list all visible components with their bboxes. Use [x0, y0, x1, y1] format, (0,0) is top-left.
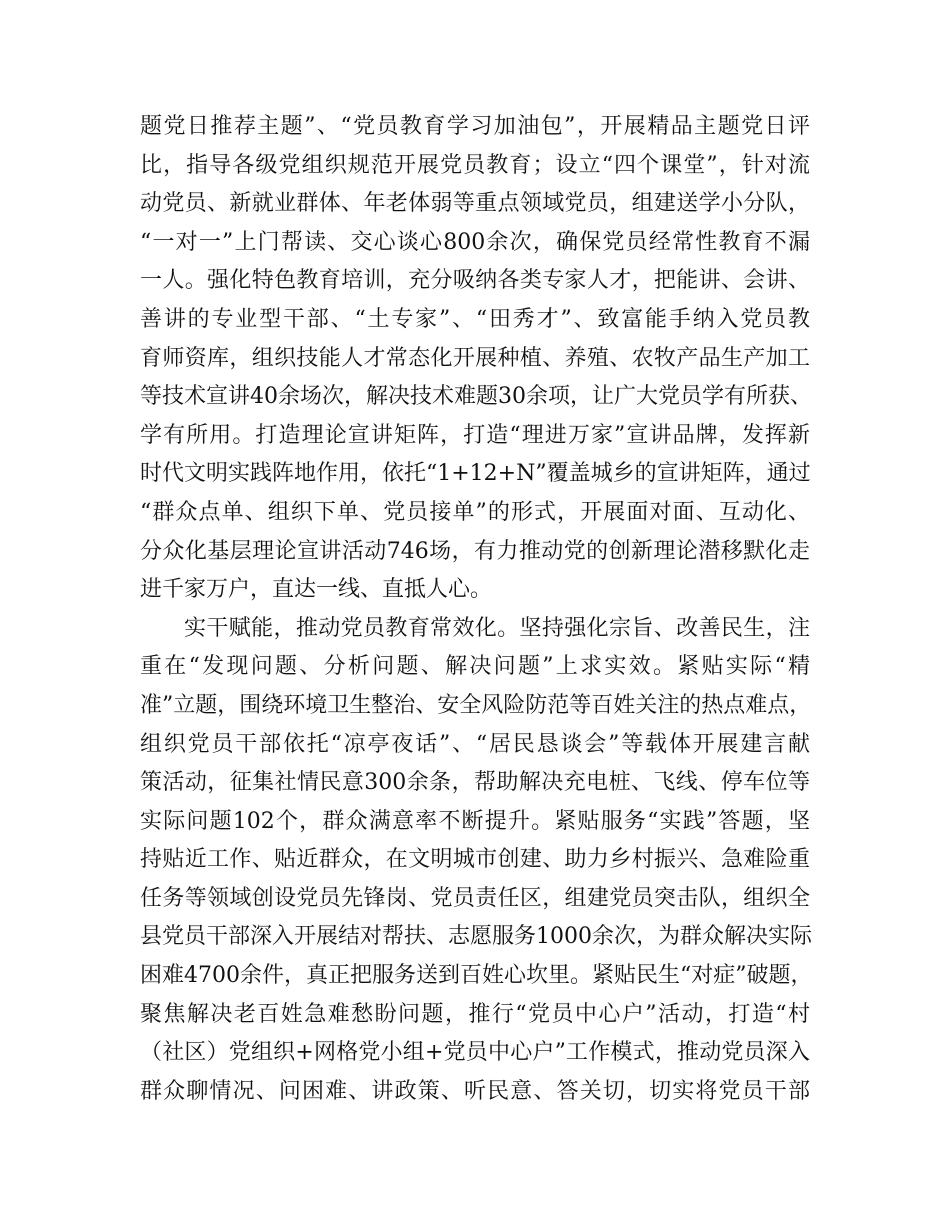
- text-line: 重在“发现问题、分析问题、解决问题”上求实效。紧贴实际“精: [140, 654, 810, 680]
- text-line: “群众点单、组织下单、党员接单”的形式，开展面对面、互动化、: [140, 499, 810, 525]
- text-line: 分众化基层理论宣讲活动746场，有力推动党的创新理论潜移默化走: [140, 538, 810, 564]
- text-line: 题党日推荐主题”、“党员教育学习加油包”，开展精品主题党日评: [140, 114, 810, 139]
- text-line: 善讲的专业型干部、“土专家”、“田秀才”、致富能手纳入党员教: [140, 306, 810, 332]
- text-line: 准”立题，围绕环境卫生整治、安全风险防范等百姓关注的热点难点，: [140, 692, 812, 718]
- text-line: 持贴近工作、贴近群众，在文明城市创建、助力乡村振兴、急难险重: [140, 847, 810, 873]
- text-line: “一对一”上门帮读、交心谈心800余次，确保党员经常性教育不漏: [140, 229, 810, 255]
- text-line: 策活动，征集社情民意300余条，帮助解决充电桩、飞线、停车位等: [140, 770, 810, 796]
- text-line: 进千家万户，直达一线、直抵人心。: [140, 577, 493, 603]
- document-page: [140, 108, 813, 1111]
- text-line: 等技术宣讲40余场次，解决技术难题30余项，让广大党员学有所获、: [140, 384, 812, 410]
- text-line: 实干赋能，推动党员教育常效化。坚持强化宗旨、改善民生，注: [184, 615, 810, 641]
- paragraph-1: [140, 108, 810, 610]
- text-line: 任务等领域创设党员先锋岗、党员责任区，组建党员突击队，组织全: [140, 885, 810, 911]
- text-line: 群众聊情况、问困难、讲政策、听民意、答关切，切实将党员干部: [140, 1078, 810, 1104]
- text-line: 动党员、新就业群体、年老体弱等重点领域党员，组建送学小分队，: [140, 191, 810, 217]
- text-line: 比，指导各级党组织规范开展党员教育；设立“四个课堂”，针对流: [140, 152, 810, 178]
- text-line: 困难4700余件，真正把服务送到百姓心坎里。紧贴民生“对症”破题，: [140, 963, 813, 989]
- paragraph-2: [140, 610, 813, 1112]
- text-line: 学有所用。打造理论宣讲矩阵，打造“理进万家”宣讲品牌，发挥新: [140, 422, 810, 448]
- text-line: 一人。强化特色教育培训，充分吸纳各类专家人才，把能讲、会讲、: [140, 268, 810, 294]
- text-line: 育师资库，组织技能人才常态化开展种植、养殖、农牧产品生产加工: [140, 345, 810, 371]
- text-line: 时代文明实践阵地作用，依托“1+12+N”覆盖城乡的宣讲矩阵，通过: [140, 461, 811, 487]
- text-line: 实际问题102个，群众满意率不断提升。紧贴服务“实践”答题，坚: [140, 808, 810, 834]
- text-line: （社区）党组织+网格党小组+党员中心户”工作模式，推动党员深入: [140, 1040, 810, 1066]
- text-line: 聚焦解决老百姓急难愁盼问题，推行“党员中心户”活动，打造“村: [140, 1001, 810, 1027]
- text-line: 组织党员干部依托“凉亭夜话”、“居民恳谈会”等载体开展建言献: [140, 731, 810, 757]
- text-line: 县党员干部深入开展结对帮扶、志愿服务1000余次，为群众解决实际: [140, 924, 812, 950]
